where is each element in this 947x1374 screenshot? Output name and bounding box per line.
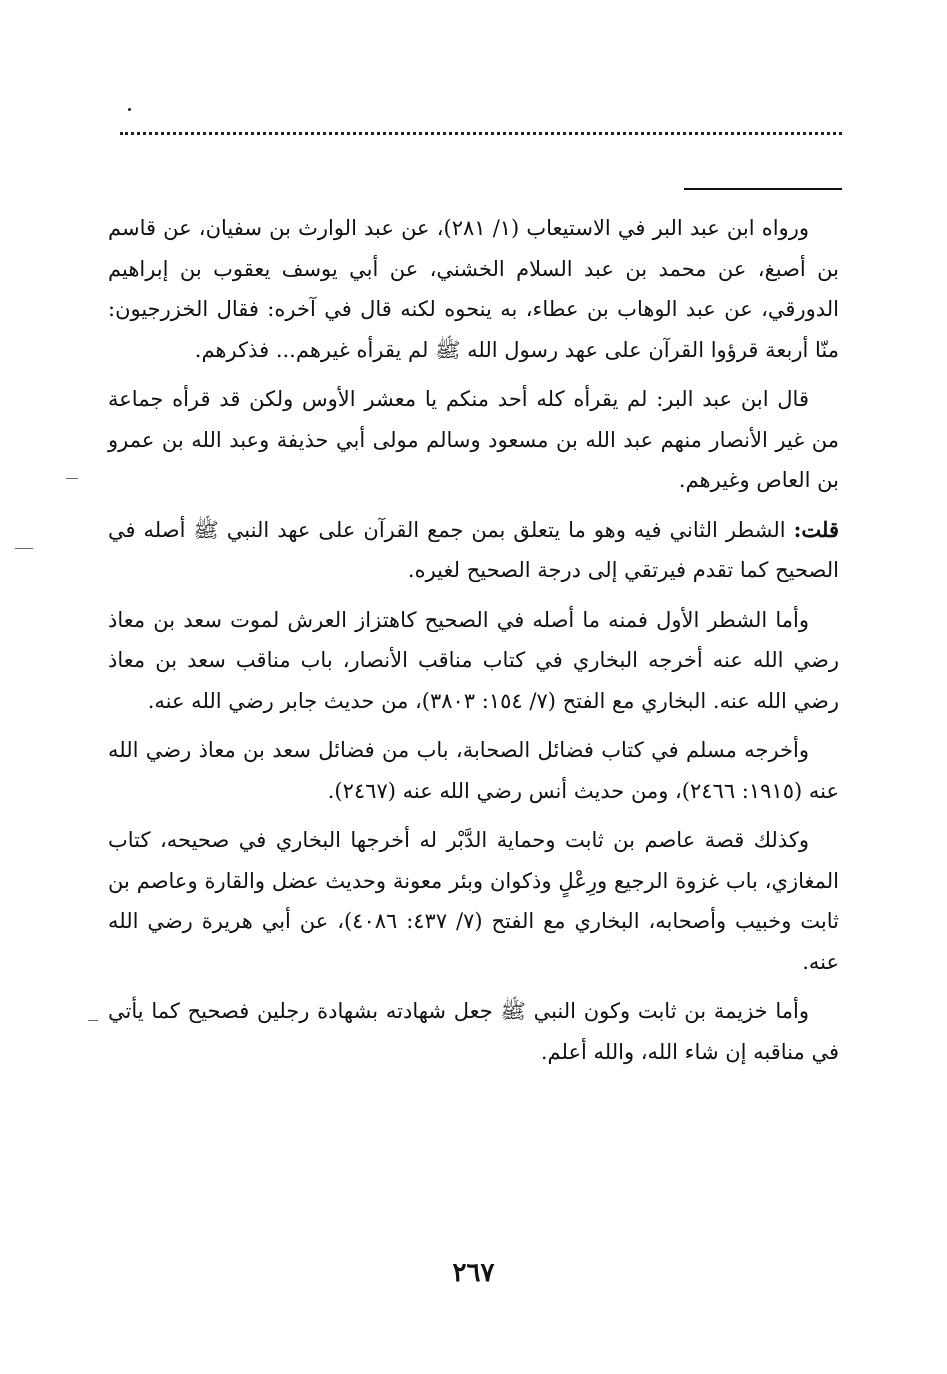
paragraph-text: الشطر الثاني فيه وهو ما يتعلق بمن جمع القرآن على عهد النبي ﷺ أصله في الصحيح كما تقدم فيرتقي إلى درجة الصحيح لغيره. xyxy=(108,517,839,582)
margin-mark xyxy=(15,548,33,549)
margin-mark xyxy=(66,478,78,479)
paragraph-text: وكذلك قصة عاصم بن ثابت وحماية الدَّبْر له أخرجها البخاري في صحيحه، كتاب المغازي، باب غزوة الرجيع ورِعْلٍ وذكوان وبئر معونة وحديث عضل والقارة وعاصم بن ثابت وخبيب وأصحابه، البخاري مع الفتح (٧/ ٤٣٧: ٤٠٨٦)، عن أبي هريرة رضي الله عنه. xyxy=(108,828,839,974)
paragraph-4 xyxy=(108,600,839,722)
paragraph-7 xyxy=(108,991,839,1072)
paragraph-1 xyxy=(108,208,839,370)
paragraph-3 xyxy=(108,510,839,591)
paragraph-text: قال ابن عبد البر: لم يقرأه كله أحد منكم يا معشر الأوس ولكن قد قرأه جماعة من غير الأنصار منهم عبد الله بن مسعود وسالم مولى أبي حذيفة وعبد الله بن عمرو بن العاص وغيرهم. xyxy=(108,387,839,492)
paragraph-text: وأما الشطر الأول فمنه ما أصله في الصحيح كاهتزاز العرش لموت سعد بن معاذ رضي الله عنه أخرجه البخاري في كتاب مناقب الأنصار، باب مناقب سعد بن معاذ رضي الله عنه. البخاري مع الفتح (٧/ ١٥٤: ٣٨٠٣)، من حديث جابر رضي الله عنه. xyxy=(108,607,839,713)
body-text xyxy=(108,208,839,1081)
paragraph-text: وأخرجه مسلم في كتاب فضائل الصحابة، باب من فضائل سعد بن معاذ رضي الله عنه (١٩١٥: ٢٤٦٦)، ومن حديث أنس رضي الله عنه (٢٤٦٧). xyxy=(108,738,839,803)
paragraph-text: ورواه ابن عبد البر في الاستيعاب (١/ ٢٨١)، عن عبد الوارث بن سفيان، عن قاسم بن أصبغ، عن محمد بن عبد السلام الخشني، عن أبي يوسف يعقوب بن إبراهيم الدورقي، عن عبد الوهاب بن عطاء، به ينحوه لكنه قال في آخره: فقال الخزرجيون: منّا أربعة قرؤوا القرآن على عهد رسول الله ﷺ لم يقرأه غيرهم... فذكرهم. xyxy=(108,216,839,362)
footnote-rule xyxy=(684,188,842,190)
paragraph-5 xyxy=(108,730,839,811)
margin-mark xyxy=(88,1020,98,1021)
dotted-separator xyxy=(120,132,842,135)
paragraph-lead: قلت: xyxy=(793,516,839,542)
stray-dot xyxy=(128,108,131,111)
paragraph-6 xyxy=(108,820,839,982)
paragraph-text: وأما خزيمة بن ثابت وكون النبي ﷺ جعل شهادته بشهادة رجلين فصحيح كما يأتي في مناقبه إن شاء الله، والله أعلم. xyxy=(108,999,839,1064)
page-number: ٢٦٧ xyxy=(452,1258,495,1288)
paragraph-2 xyxy=(108,379,839,501)
